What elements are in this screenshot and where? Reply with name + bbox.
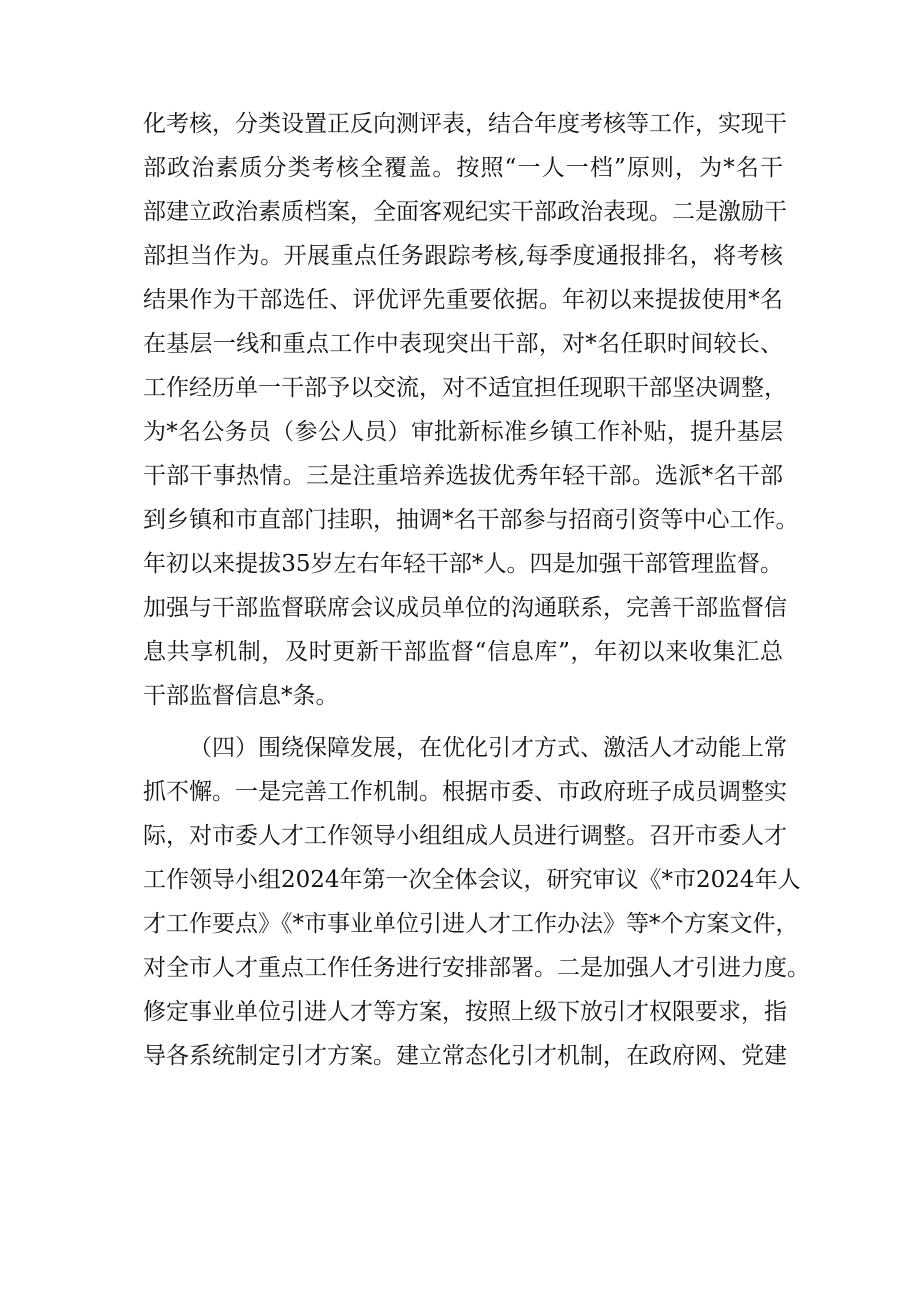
text-line: （四）围绕保障发展，在优化引才方式、激活人才动能上常 (189, 735, 787, 761)
text-line: 息共享机制，及时更新干部监督“信息库”，年初以来收集汇总 (143, 639, 783, 665)
text-line: 部建立政治素质档案，全面客观纪实干部政治表现。二是激励干 (143, 199, 787, 225)
text-line: 干部监督信息*条。 (143, 683, 339, 709)
paragraph-2 (143, 726, 810, 1078)
text-line: 干部干事热情。三是注重培养选拔优秀年轻干部。选派*名干部 (143, 463, 783, 489)
text-line: 部政治素质分类考核全覆盖。按照“一人一档”原则，为*名干 (143, 155, 783, 181)
text-line: 导各系统制定引才方案。建立常态化引才机制，在政府网、党建 (143, 1043, 787, 1069)
text-line: 到乡镇和市直部门挂职，抽调*名干部参与招商引资等中心工作。 (143, 507, 799, 533)
text-line: 化考核，分类设置正反向测评表，结合年度考核等工作，实现干 (143, 111, 787, 137)
text-line: 才工作要点》《*市事业单位引进人才工作办法》等*个方案文件， (143, 911, 799, 937)
text-line: 工作领导小组2024年第一次全体会议，研究审议《*市2024年人 (143, 867, 801, 893)
document-body (143, 102, 810, 1078)
text-line: 部担当作为。开展重点任务跟踪考核,每季度通报排名，将考核 (143, 243, 783, 269)
paragraph-1 (143, 102, 799, 718)
text-line: 为*名公务员（参公人员）审批新标准乡镇工作补贴，提升基层 (143, 419, 783, 445)
text-line: 对全市人才重点工作任务进行安排部署。二是加强人才引进力度。 (143, 955, 810, 981)
text-line: 工作经历单一干部予以交流，对不适宜担任现职干部坚决调整， (143, 375, 787, 401)
text-line: 加强与干部监督联席会议成员单位的沟通联系，完善干部监督信 (143, 595, 787, 621)
text-line: 结果作为干部选任、评优评先重要依据。年初以来提拔使用*名 (143, 287, 783, 313)
text-line: 在基层一线和重点工作中表现突出干部，对*名任职时间较长、 (143, 331, 783, 357)
text-line: 抓不懈。一是完善工作机制。根据市委、市政府班子成员调整实 (143, 779, 787, 805)
text-line: 修定事业单位引进人才等方案，按照上级下放引才权限要求，指 (143, 999, 787, 1025)
text-line: 年初以来提拔35岁左右年轻干部*人。四是加强干部管理监督。 (143, 551, 783, 577)
text-line: 际，对市委人才工作领导小组组成人员进行调整。召开市委人才 (143, 823, 787, 849)
paragraph-spacer (143, 718, 783, 726)
